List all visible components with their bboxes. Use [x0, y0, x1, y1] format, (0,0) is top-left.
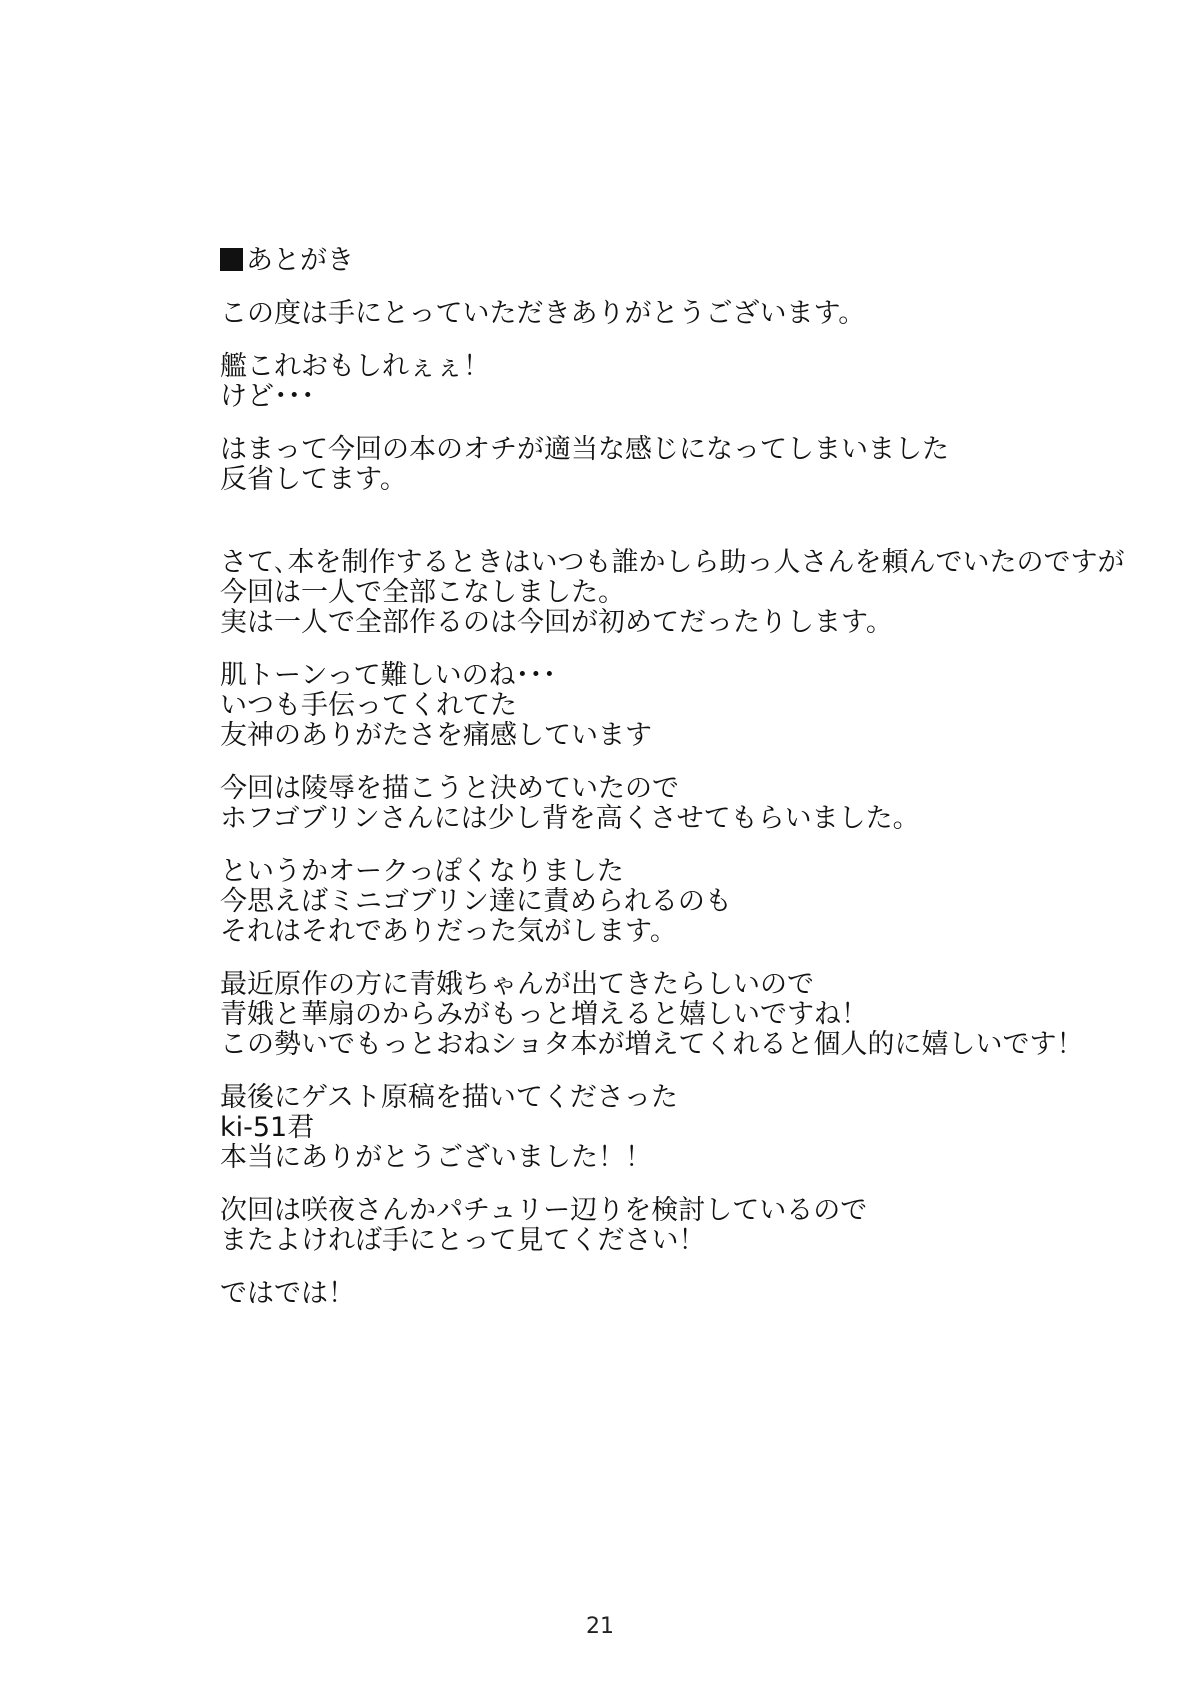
text-line: というかオークっぽくなりました	[220, 856, 624, 887]
text-line: 最後にゲスト原稿を描いてくださった	[220, 1082, 678, 1113]
afterword-heading-text: あとがき	[246, 245, 354, 276]
paragraph-closing	[220, 1279, 1120, 1309]
paragraph-reflection	[220, 435, 1120, 495]
black-square-icon	[220, 248, 243, 271]
text-line: この勢いでもっとおねショタ本が増えてくれると個人的に嬉しいです！	[220, 1029, 1084, 1060]
text-line: それはそれでありだった気がします。	[220, 916, 677, 947]
page-number: 21	[586, 1614, 614, 1639]
text-line: ではでは！	[220, 1278, 355, 1309]
afterword-section	[220, 245, 1125, 1332]
text-line: 青娥と華扇のからみがもっと増えると嬉しいですね！	[220, 999, 868, 1030]
text-line: 肌トーンって難しいのね･･･	[220, 660, 557, 691]
paragraph-skin-tone	[220, 661, 1120, 751]
text-line: 実は一人で全部作るのは今回が初めてだったりします。	[220, 607, 893, 638]
text-line: 艦これおもしれぇぇ！	[220, 351, 490, 382]
text-line: 反省してます。	[220, 464, 407, 495]
paragraph-production	[220, 547, 1125, 638]
text-line: ホフゴブリンさんには少し背を高くさせてもらいました。	[220, 803, 920, 834]
text-line: はまって今回の本のオチが適当な感じになってしまいました	[220, 434, 949, 465]
paragraph-kancolle	[220, 352, 1120, 412]
text-line: 友神のありがたさを痛感しています	[220, 720, 652, 751]
text-line: この度は手にとっていただきありがとうございます。	[220, 298, 866, 329]
afterword-heading	[220, 246, 1120, 276]
text-line: またよければ手にとって見てください！	[220, 1225, 706, 1256]
text-line: さて､本を制作するときはいつも誰かしら助っ人さんを頼んでいたのですが	[220, 547, 1125, 578]
text-line: いつも手伝ってくれてた	[220, 690, 517, 721]
text-line: 今思えばミニゴブリン達に責められるのも	[220, 886, 732, 917]
text-line: ki-51君	[220, 1112, 315, 1143]
paragraph-orc	[220, 857, 1120, 947]
text-line: 本当にありがとうございました！！	[220, 1142, 652, 1173]
paragraph-hobgoblin	[220, 774, 1120, 834]
text-line: 今回は一人で全部こなしました。	[220, 577, 625, 608]
paragraph-seiga	[220, 970, 1120, 1060]
paragraph-thanks	[220, 299, 1120, 329]
text-line: 最近原作の方に青娥ちゃんが出てきたらしいので	[220, 969, 814, 1000]
paragraph-next	[220, 1196, 1120, 1256]
paragraph-guest	[220, 1083, 1120, 1173]
text-line: 今回は陵辱を描こうと決めていたので	[220, 773, 679, 804]
text-line: 次回は咲夜さんかパチュリー辺りを検討しているので	[220, 1195, 868, 1226]
text-line: けど･･･	[220, 381, 315, 412]
